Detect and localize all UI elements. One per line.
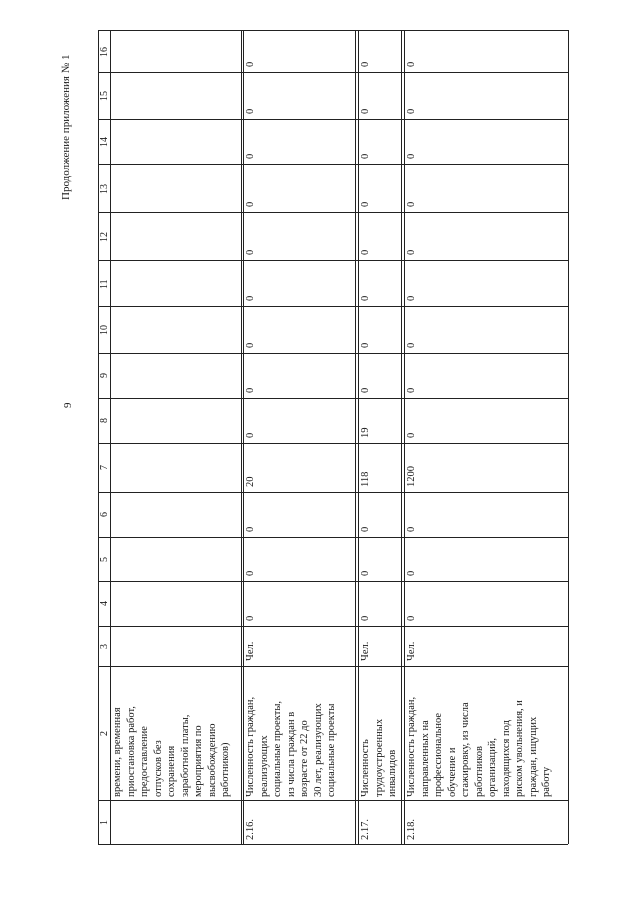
indicator-name-line: работников) bbox=[220, 742, 231, 797]
column-border bbox=[98, 306, 568, 307]
unit-cell: Чел. bbox=[406, 641, 417, 661]
value-cell: 0 bbox=[360, 201, 371, 207]
column-border bbox=[98, 800, 568, 801]
indicator-name bbox=[244, 697, 339, 797]
column-number: 15 bbox=[99, 91, 110, 101]
value-cell: 0 bbox=[245, 249, 256, 255]
row-border bbox=[355, 30, 356, 844]
column-border bbox=[98, 537, 568, 538]
row-number: 2.17. bbox=[360, 819, 371, 840]
value-cell: 0 bbox=[360, 570, 371, 576]
indicator-name-line: профессиональное bbox=[433, 712, 444, 797]
value-cell: 0 bbox=[245, 570, 256, 576]
row-number: 2.16. bbox=[245, 819, 256, 840]
indicator-name-line: социальные проекты bbox=[326, 703, 337, 797]
value-cell: 0 bbox=[406, 526, 417, 532]
indicator-name-line: работников bbox=[473, 746, 485, 797]
column-number: 12 bbox=[99, 231, 110, 242]
indicator-name-line: Численность граждан, bbox=[406, 696, 417, 797]
row-border bbox=[241, 30, 242, 844]
value-cell: 0 bbox=[245, 108, 256, 114]
column-number: 16 bbox=[99, 46, 110, 57]
value-cell: 0 bbox=[406, 342, 417, 348]
value-cell: 118 bbox=[360, 471, 371, 487]
indicator-name-line: отпусков без bbox=[152, 740, 164, 797]
value-cell: 0 bbox=[360, 295, 371, 301]
value-cell: 0 bbox=[360, 249, 371, 255]
indicator-name bbox=[359, 719, 400, 797]
column-number: 8 bbox=[99, 418, 110, 424]
page-number: 9 bbox=[62, 402, 74, 408]
column-number: 4 bbox=[99, 601, 110, 607]
column-border bbox=[98, 844, 568, 845]
unit-cell: Чел. bbox=[245, 641, 256, 661]
value-cell: 19 bbox=[360, 427, 371, 438]
column-number: 9 bbox=[99, 373, 110, 379]
appendix-header: Продолжение приложения № 1 bbox=[60, 54, 72, 200]
value-cell: 0 bbox=[245, 153, 256, 159]
indicator-name-line: заработной платы, bbox=[179, 714, 191, 797]
indicator-name-line: работу bbox=[541, 766, 552, 797]
row-border bbox=[98, 30, 99, 844]
indicator-name-line: реализующих bbox=[258, 735, 270, 797]
value-cell: 0 bbox=[245, 387, 256, 393]
row-border bbox=[401, 30, 402, 844]
column-border bbox=[98, 119, 568, 120]
indicator-name-line: мероприятия по bbox=[193, 725, 204, 797]
value-cell: 0 bbox=[360, 387, 371, 393]
column-border bbox=[98, 626, 568, 627]
indicator-name-line: стажировку, из числа bbox=[460, 702, 471, 797]
indicator-name-line: предоставление bbox=[139, 726, 150, 797]
indicator-name-line: Численность граждан, bbox=[245, 696, 256, 797]
column-border bbox=[98, 581, 568, 582]
indicator-name-line: Численность bbox=[360, 739, 371, 797]
value-cell: 0 bbox=[406, 249, 417, 255]
indicator-name-line: времени, временная bbox=[112, 707, 123, 797]
indicator-name-line: трудоустроенных bbox=[373, 718, 385, 797]
indicator-name-line: 30 лет, реализующих bbox=[312, 703, 324, 797]
value-cell: 20 bbox=[245, 476, 256, 487]
row-number: 2.18. bbox=[406, 819, 417, 840]
indicator-name-line: граждан, ищущих bbox=[527, 716, 539, 797]
indicator-name-line: из числа граждан в bbox=[285, 711, 297, 797]
value-cell: 0 bbox=[360, 61, 371, 67]
column-border bbox=[98, 164, 568, 165]
value-cell: 0 bbox=[360, 153, 371, 159]
value-cell: 0 bbox=[245, 61, 256, 67]
column-border bbox=[98, 212, 568, 213]
column-number: 10 bbox=[99, 325, 110, 335]
indicator-name bbox=[405, 697, 554, 797]
column-number: 6 bbox=[99, 512, 110, 518]
column-number: 11 bbox=[99, 278, 110, 289]
indicator-name-line: высвобождению bbox=[206, 723, 218, 797]
value-cell: 0 bbox=[245, 432, 256, 438]
value-cell: 0 bbox=[406, 295, 417, 301]
column-number: 13 bbox=[99, 183, 110, 194]
column-number: 2 bbox=[99, 730, 110, 736]
indicator-name-line: находящихся под bbox=[500, 720, 512, 797]
value-cell: 0 bbox=[406, 570, 417, 576]
indicator-name-line: инвалидов bbox=[387, 749, 398, 797]
value-cell: 0 bbox=[406, 432, 417, 438]
column-border bbox=[98, 353, 568, 354]
indicator-name bbox=[111, 706, 233, 797]
indicator-name-line: сохранения bbox=[166, 745, 177, 797]
value-cell: 0 bbox=[406, 387, 417, 393]
indicator-name-line: организаций, bbox=[487, 738, 498, 797]
value-cell: 0 bbox=[245, 615, 256, 621]
value-cell: 0 bbox=[360, 108, 371, 114]
value-cell: 0 bbox=[360, 615, 371, 621]
column-number: 3 bbox=[99, 643, 110, 649]
column-border bbox=[98, 260, 568, 261]
value-cell: 0 bbox=[360, 526, 371, 532]
value-cell: 0 bbox=[406, 201, 417, 207]
row-border bbox=[568, 30, 569, 844]
value-cell: 0 bbox=[406, 108, 417, 114]
indicator-name-line: возрасте от 22 до bbox=[299, 720, 310, 797]
indicator-name-line: направленных на bbox=[419, 720, 431, 797]
indicator-name-line: социальные проекты, bbox=[272, 700, 283, 797]
unit-cell: Чел. bbox=[360, 641, 371, 661]
value-cell: 0 bbox=[360, 342, 371, 348]
value-cell: 0 bbox=[245, 295, 256, 301]
column-border bbox=[98, 443, 568, 444]
column-number: 1 bbox=[99, 819, 110, 825]
indicator-name-line: приостановка работ, bbox=[125, 706, 137, 797]
value-cell: 0 bbox=[406, 61, 417, 67]
column-border bbox=[98, 666, 568, 667]
column-border bbox=[98, 398, 568, 399]
indicator-name-line: обучение и bbox=[446, 747, 458, 797]
value-cell: 0 bbox=[245, 201, 256, 207]
value-cell: 0 bbox=[245, 342, 256, 348]
column-number: 5 bbox=[99, 556, 110, 562]
value-cell: 0 bbox=[245, 526, 256, 532]
value-cell: 0 bbox=[406, 615, 417, 621]
column-number: 7 bbox=[99, 465, 110, 471]
column-border bbox=[98, 72, 568, 73]
column-border bbox=[98, 30, 568, 31]
column-number: 14 bbox=[99, 137, 110, 147]
column-border bbox=[98, 492, 568, 493]
indicator-name-line: риском увольнения, и bbox=[514, 700, 525, 797]
value-cell: 0 bbox=[406, 153, 417, 159]
value-cell: 1200 bbox=[406, 466, 417, 487]
